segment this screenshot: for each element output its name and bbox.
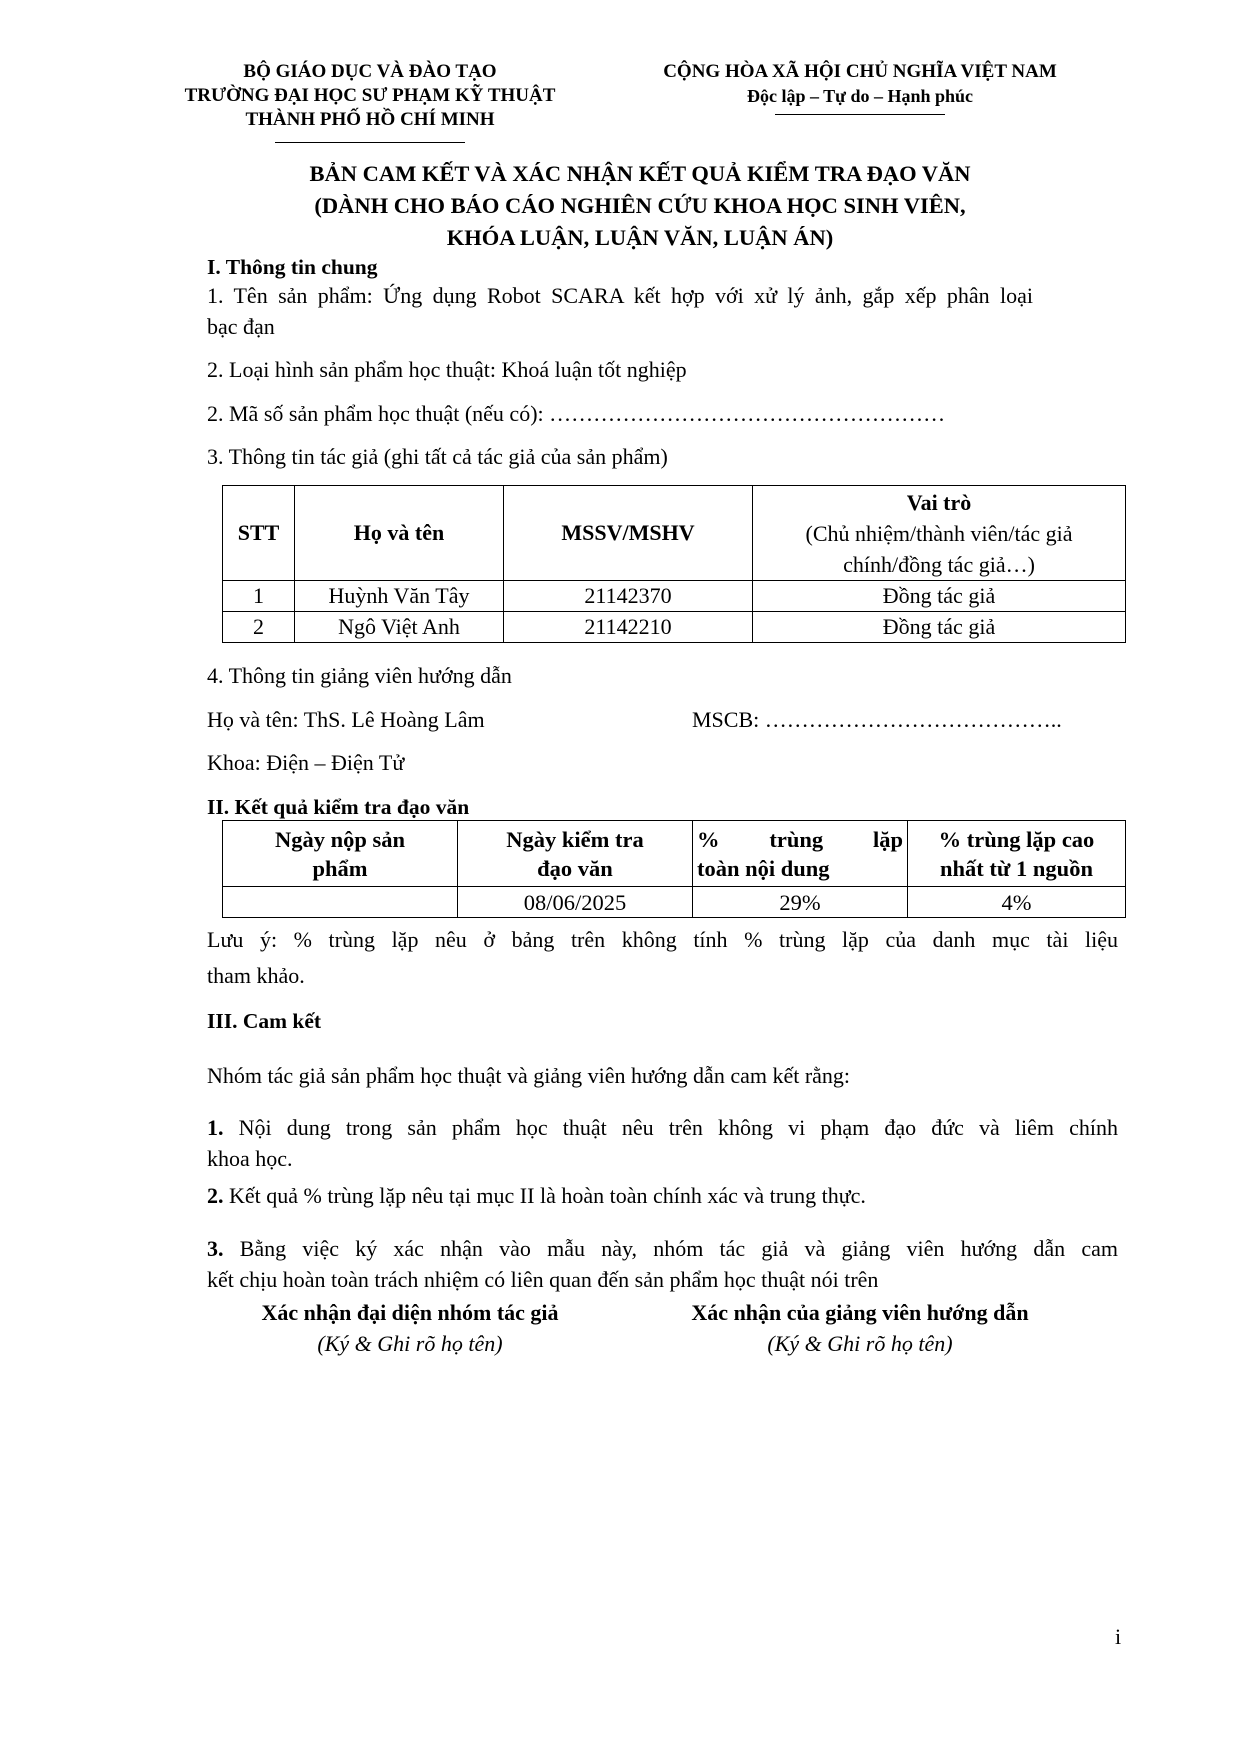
page-number: i — [1115, 1624, 1122, 1649]
nation-header — [625, 60, 1095, 115]
header-name: Họ và tên — [295, 486, 504, 581]
author-table-header — [223, 486, 1126, 581]
table-row — [223, 887, 1126, 918]
faculty: Khoa: Điện – Điện Tử — [207, 750, 405, 775]
commitment-1 — [207, 1112, 1118, 1174]
institution-header — [160, 60, 580, 143]
header-check-date-line-2: đạo văn — [537, 855, 613, 881]
commitment-2 — [207, 1180, 866, 1211]
product-name — [207, 280, 1033, 342]
commitment-3-line-2: kết chịu hoàn toàn trách nhiệm có liên quan đến sản phẩm học thuật nói trên — [207, 1267, 879, 1292]
row-name: Huỳnh Văn Tây — [295, 581, 504, 612]
header-submit-date-line-1: Ngày nộp sản — [274, 826, 406, 852]
ministry-name: BỘ GIÁO DỤC VÀ ĐÀO TẠO — [243, 61, 497, 82]
row-check-date: 08/06/2025 — [458, 887, 693, 918]
row-student-id: 21142210 — [504, 612, 753, 643]
commitment-1-line-2: khoa học. — [207, 1146, 293, 1171]
section-3-heading: III. Cam kết — [207, 1009, 322, 1033]
plagiarism-table-header — [223, 821, 1126, 887]
row-stt: 1 — [223, 581, 295, 612]
note-line-1: Lưu ý: % trùng lặp nêu ở bảng trên không tính % trùng lặp của danh mục tài liệu — [207, 927, 1118, 952]
header-stt: STT — [223, 486, 295, 581]
title-line-3: KHÓA LUẬN, LUẬN VĂN, LUẬN ÁN) — [446, 225, 834, 250]
author-signature-block — [215, 1297, 605, 1359]
header-total-pct-line-1: % trùng lặp — [697, 826, 903, 852]
header-role-sub-2: chính/đồng tác giả…) — [843, 551, 1035, 577]
row-student-id: 21142370 — [504, 581, 753, 612]
table-row — [223, 612, 1126, 643]
header-max-pct-line-2: nhất từ 1 nguồn — [940, 855, 1093, 881]
row-submit-date — [223, 887, 458, 918]
plagiarism-table — [222, 820, 1126, 918]
row-total-pct: 29% — [693, 887, 908, 918]
nation-name: CỘNG HÒA XÃ HỘI CHỦ NGHĨA VIỆT NAM — [663, 61, 1057, 82]
header-right-divider — [775, 114, 945, 115]
commitment-1-line-1: Nội dung trong sản phẩm học thuật nêu trên không vi phạm đạo đức và liêm chính — [238, 1115, 1118, 1140]
advisor-info-label: 4. Thông tin giảng viên hướng dẫn — [207, 663, 512, 688]
header-submit-date-line-2: phẩm — [312, 855, 368, 881]
row-max-pct: 4% — [908, 887, 1126, 918]
header-total-pct-line-2: toàn nội dung — [697, 855, 830, 881]
nation-motto: Độc lập – Tự do – Hạnh phúc — [746, 86, 974, 106]
header-max-pct — [908, 821, 1126, 887]
advisor-signature-title: Xác nhận của giảng viên hướng dẫn — [691, 1300, 1029, 1325]
section-2-heading: II. Kết quả kiểm tra đạo văn — [207, 795, 470, 819]
commitment-3 — [207, 1233, 1118, 1295]
title-line-1: BẢN CAM KẾT VÀ XÁC NHẬN KẾT QUẢ KIỂM TRA ĐẠO VĂN — [309, 161, 971, 186]
advisor-signature-hint: (Ký & Ghi rõ họ tên) — [767, 1331, 953, 1356]
header-submit-date — [223, 821, 458, 887]
author-signature-hint: (Ký & Ghi rõ họ tên) — [317, 1331, 503, 1356]
header-total-pct — [693, 821, 908, 887]
author-table — [222, 485, 1126, 643]
header-check-date-line-1: Ngày kiểm tra — [506, 826, 644, 852]
product-code: 2. Mã số sản phẩm học thuật (nếu có): ……………………………………………… — [207, 401, 946, 426]
header-role-sub-1: (Chủ nhiệm/thành viên/tác giả — [805, 520, 1073, 546]
section-1-heading: I. Thông tin chung — [207, 255, 378, 279]
document-title — [200, 158, 1080, 254]
advisor-signature-block — [650, 1297, 1070, 1359]
author-info-label: 3. Thông tin tác giả (ghi tất cả tác giả của sản phẩm) — [207, 444, 668, 469]
commitment-intro: Nhóm tác giả sản phẩm học thuật và giảng viên hướng dẫn cam kết rằng: — [207, 1063, 851, 1088]
note-line-2: tham khảo. — [207, 963, 305, 988]
product-name-line-2: bạc đạn — [207, 314, 275, 339]
product-type: 2. Loại hình sản phẩm học thuật: Khoá luận tốt nghiệp — [207, 357, 687, 382]
commitment-2-number: 2. — [207, 1183, 224, 1208]
header-max-pct-line-1: % trùng lặp cao — [938, 826, 1095, 852]
advisor-name: Họ và tên: ThS. Lê Hoàng Lâm — [207, 707, 485, 732]
commitment-3-line-1: Bằng việc ký xác nhận vào mẫu này, nhóm tác giả và giảng viên hướng dẫn cam — [239, 1236, 1119, 1261]
commitment-2-text: Kết quả % trùng lặp nêu tại mục II là hoàn toàn chính xác và trung thực. — [229, 1183, 866, 1208]
row-stt: 2 — [223, 612, 295, 643]
header-check-date — [458, 821, 693, 887]
header-left-divider — [275, 142, 465, 143]
advisor-mscb: MSCB: ………………………………….. — [692, 707, 1062, 732]
row-role: Đồng tác giả — [753, 612, 1126, 643]
row-role: Đồng tác giả — [753, 581, 1126, 612]
product-name-line-1: 1. Tên sản phẩm: Ứng dụng Robot SCARA kết hợp với xử lý ảnh, gắp xếp phân loại — [207, 283, 1033, 308]
title-line-2: (DÀNH CHO BÁO CÁO NGHIÊN CỨU KHOA HỌC SINH VIÊN, — [314, 193, 966, 218]
row-name: Ngô Việt Anh — [295, 612, 504, 643]
plagiarism-note — [207, 922, 1118, 994]
commitment-3-number: 3. — [207, 1236, 224, 1261]
university-name: TRƯỜNG ĐẠI HỌC SƯ PHẠM KỸ THUẬT — [184, 85, 556, 106]
city-name: THÀNH PHỐ HỒ CHÍ MINH — [245, 109, 495, 130]
header-student-id: MSSV/MSHV — [504, 486, 753, 581]
author-signature-title: Xác nhận đại diện nhóm tác giả — [261, 1300, 559, 1325]
commitment-1-number: 1. — [207, 1115, 224, 1140]
header-role — [753, 486, 1126, 581]
table-row — [223, 581, 1126, 612]
header-role-title: Vai trò — [906, 489, 972, 515]
